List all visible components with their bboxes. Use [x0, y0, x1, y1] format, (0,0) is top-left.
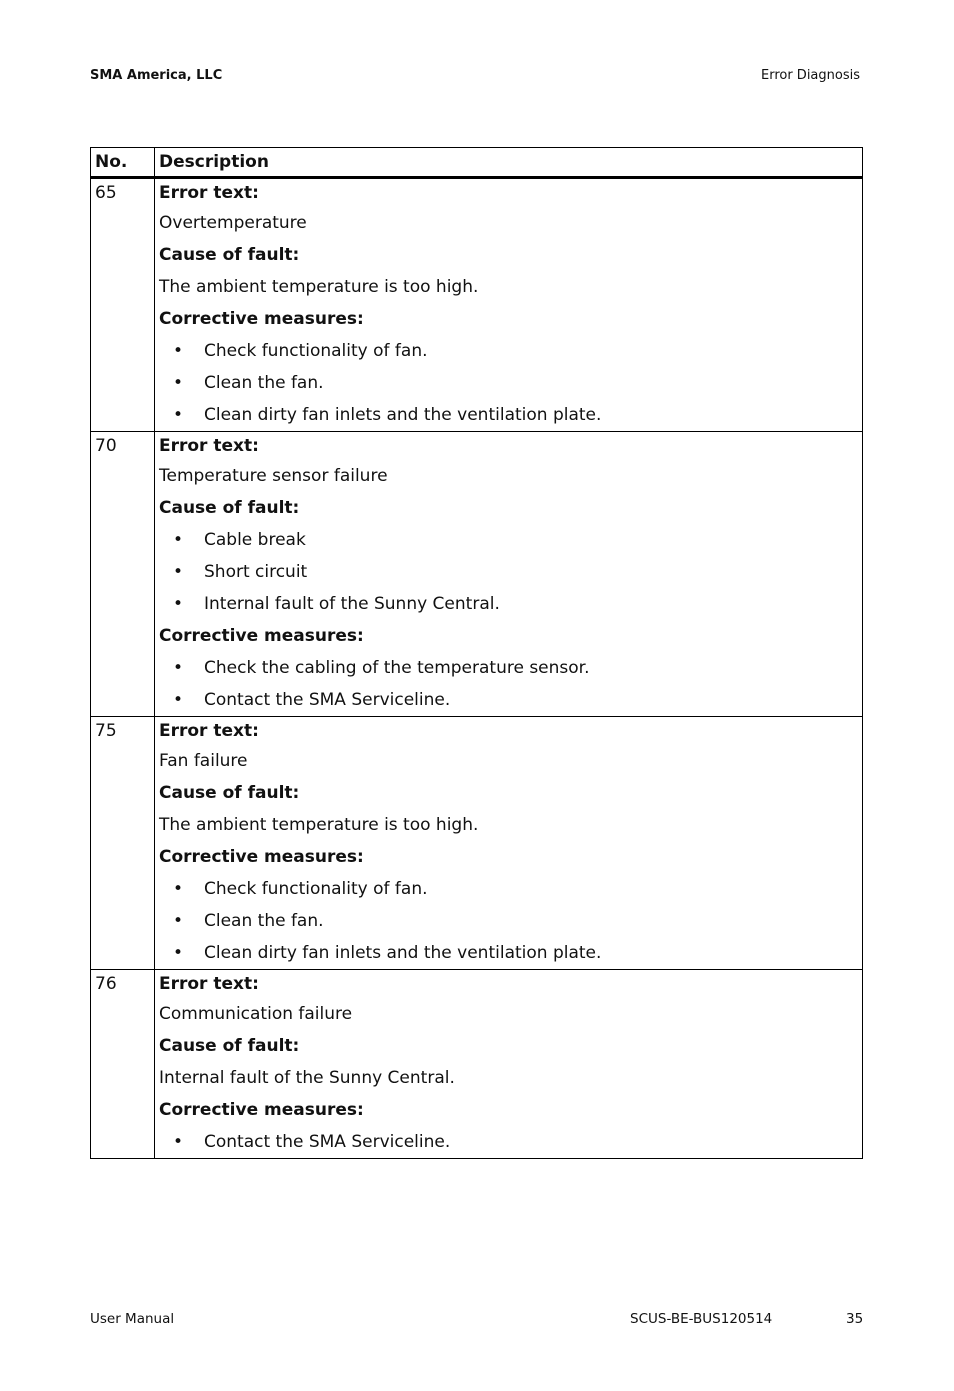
bullet: •: [173, 943, 184, 963]
error-text-value: Fan failure: [159, 751, 248, 771]
list-item: [159, 367, 862, 399]
footer-doc-type: User Manual: [90, 1311, 175, 1327]
bullet: •: [173, 879, 184, 899]
error-table: [90, 147, 863, 1159]
header-section: Error Diagnosis: [760, 68, 860, 83]
list-item: [159, 399, 862, 431]
error-text-value: Temperature sensor failure: [159, 466, 388, 486]
list-item: [159, 873, 862, 905]
measures-label: Corrective measures:: [159, 1100, 364, 1120]
list-item: [159, 556, 862, 588]
table-row: [91, 970, 863, 1159]
header-company: SMA America, LLC: [90, 68, 223, 83]
list-item-text: Clean the fan.: [204, 373, 324, 393]
footer-page-number: 35: [846, 1311, 864, 1327]
list-item-text: Short circuit: [204, 562, 308, 582]
bullet: •: [173, 341, 184, 361]
error-number: 75: [91, 717, 155, 970]
bullet: •: [173, 594, 184, 614]
list-item: [159, 652, 862, 684]
error-text-label: Error text:: [159, 974, 259, 994]
list-item-text: Clean the fan.: [204, 911, 324, 931]
error-description: [155, 970, 863, 1159]
error-text-value: Communication failure: [159, 1004, 353, 1024]
list-item-text: Cable break: [204, 530, 306, 550]
bullet: •: [173, 530, 184, 550]
column-header-no: No.: [91, 148, 155, 178]
list-item-text: Check the cabling of the temperature sensor.: [204, 658, 590, 678]
footer-doc-id: SCUS-BE-BUS120514: [630, 1311, 773, 1327]
list-item-text: Clean dirty fan inlets and the ventilation plate.: [204, 943, 602, 963]
error-number: 65: [91, 178, 155, 432]
list-item-text: Clean dirty fan inlets and the ventilation plate.: [204, 405, 602, 425]
bullet: •: [173, 405, 184, 425]
list-item: [159, 905, 862, 937]
list-item: [159, 335, 862, 367]
error-number: 76: [91, 970, 155, 1159]
error-description: [155, 178, 863, 432]
bullet: •: [173, 373, 184, 393]
list-item: [159, 588, 862, 620]
cause-value: The ambient temperature is too high.: [159, 815, 479, 835]
list-item-text: Check functionality of fan.: [204, 879, 428, 899]
list-item-text: Check functionality of fan.: [204, 341, 428, 361]
table-row: [91, 717, 863, 970]
list-item-text: Contact the SMA Serviceline.: [204, 690, 451, 710]
bullet: •: [173, 690, 184, 710]
measures-label: Corrective measures:: [159, 847, 364, 867]
cause-value: The ambient temperature is too high.: [159, 277, 479, 297]
bullet: •: [173, 911, 184, 931]
table-header-row: [91, 148, 863, 178]
error-text-value: Overtemperature: [159, 213, 307, 233]
list-item: [159, 1126, 862, 1158]
list-item: [159, 524, 862, 556]
error-description: [155, 717, 863, 970]
cause-value: Internal fault of the Sunny Central.: [159, 1068, 455, 1088]
measures-label: Corrective measures:: [159, 626, 364, 646]
list-item-text: Internal fault of the Sunny Central.: [204, 594, 500, 614]
cause-label: Cause of fault:: [159, 783, 300, 803]
cause-label: Cause of fault:: [159, 1036, 300, 1056]
table-row: [91, 432, 863, 717]
bullet: •: [173, 658, 184, 678]
error-number: 70: [91, 432, 155, 717]
list-item-text: Contact the SMA Serviceline.: [204, 1132, 451, 1152]
error-text-label: Error text:: [159, 183, 259, 203]
bullet: •: [173, 562, 184, 582]
measures-label: Corrective measures:: [159, 309, 364, 329]
error-text-label: Error text:: [159, 436, 259, 456]
cause-label: Cause of fault:: [159, 498, 300, 518]
bullet: •: [173, 1132, 184, 1152]
list-item: [159, 937, 862, 969]
table-row: [91, 178, 863, 432]
list-item: [159, 684, 862, 716]
cause-label: Cause of fault:: [159, 245, 300, 265]
column-header-description: Description: [155, 148, 863, 178]
error-description: [155, 432, 863, 717]
error-text-label: Error text:: [159, 721, 259, 741]
